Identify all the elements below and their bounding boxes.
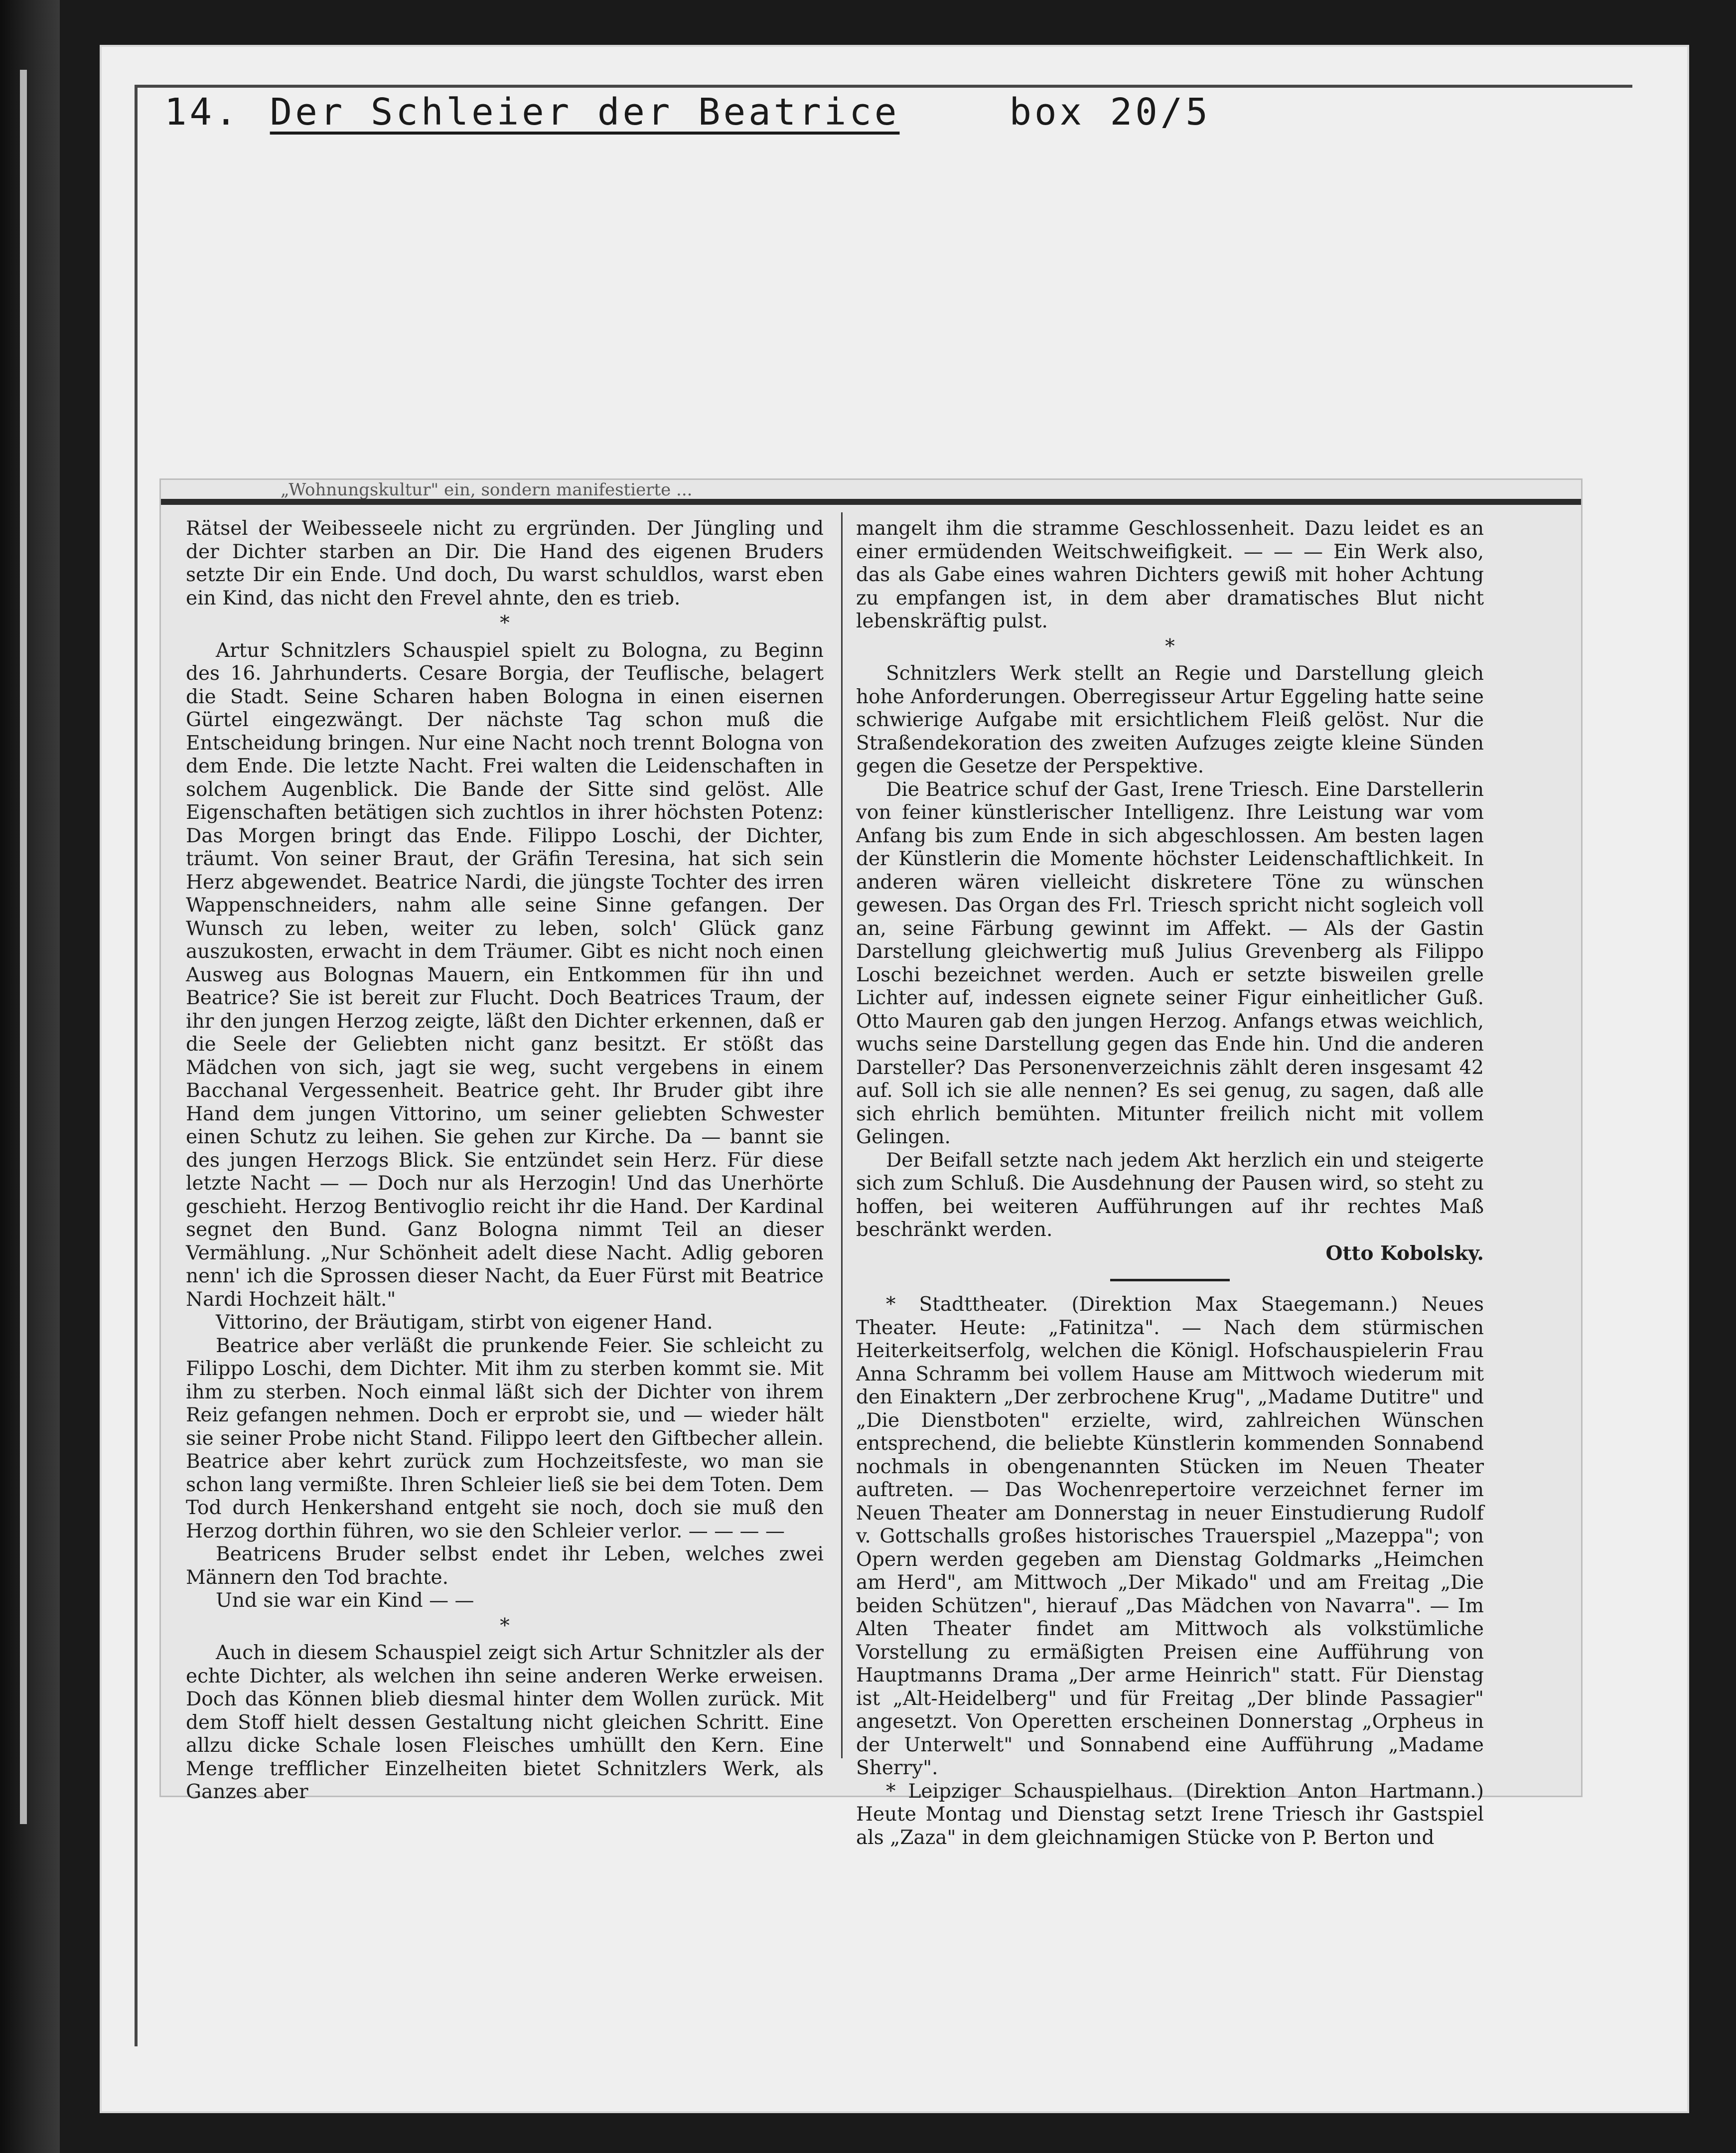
paragraph: Auch in diesem Schauspiel zeigt sich Artur Schnitzler als der echte Dichter, als welchen ihn seine anderen Werke erweisen. Doch das Können blieb diesmal hinter dem Wollen zurück. Mit dem Stoff hielt dessen Gestaltung nicht gleichen Schritt. Eine allzu dicke Schale losen Fleisches umhüllt den Kern. Eine Menge trefflicher Einzelheiten bietet Schnitzlers Werk, als Ganzes aber: [186, 1642, 824, 1803]
section-separator: *: [500, 1614, 510, 1637]
theater-notices: [856, 1293, 1484, 1849]
article-column-2: [856, 517, 1484, 1849]
paragraph: Schnitzlers Werk stellt an Regie und Darstellung gleich hohe Anforderungen. Oberregisseur Artur Eggeling hatte seine schwierige Aufgabe mit ersichtlichem Fleiß gelöst. Nur die Straßendekoration des zweiten Aufzuges zeigte kleine Sünden gegen die Gesetze der Perspektive.: [856, 662, 1484, 777]
paragraph: Vittorino, der Bräutigam, stirbt von eigener Hand.: [216, 1311, 713, 1334]
scan-left-edge: [0, 0, 60, 2153]
notice-stadttheater: * Stadttheater. (Direktion Max Staegemann.) Neues Theater. Heute: „Fatinitza". — Nach dem stürmischen Heiterkeitserfolg, welchen die Königl. Hofschauspielerin Frau Anna Schramm bei vollem Hause am Mittwoch wiederum mit den Einaktern „Der zerbrochene Krug", „Madame Dutitre" und „Die Dienstboten" erzielte, wird, zahlreichen Wünschen entsprechend, die beliebte Künstlerin kommenden Sonnabend nochmals in obengenannten Stücken im Neuen Theater auftreten. — Das Wochenrepertoire verzeichnet ferner im Neuen Theater am Donnerstag in neuer Einstudierung Rudolf v. Gottschalls großes historisches Trauerspiel „Mazeppa"; von Opern werden gegeben am Dienstag Goldmarks „Heimchen am Herd", am Mittwoch „Der Mikado" und am Freitag „Die beiden Schützen", hierauf „Das Mädchen von Navarra". — Im Alten Theater findet am Mittwoch als volkstümliche Vorstellung zu ermäßigten Preisen eine Aufführung von Hauptmanns Drama „Der arme Heinrich" statt. Für Dienstag ist „Alt-Heidelberg" und für Freitag „Der blinde Passagier" angesetzt. Von Operetten erscheinen Donnerstag „Orpheus in der Unterwelt" und Sonnabend eine Aufführung „Madame Sherry".: [856, 1293, 1484, 1779]
paragraph: Beatricens Bruder selbst endet ihr Leben, welches zwei Männern den Tod brachte.: [186, 1543, 824, 1589]
document-title: Der Schleier der Beatrice: [270, 91, 900, 134]
paragraph: Beatrice aber verläßt die prunkende Feier. Sie schleicht zu Filippo Loschi, dem Dichter. Mit ihm zu sterben kommt sie. Mit ihm zu sterben. Noch einmal läßt sich der Dichter von ihrem Reiz gefangen nehmen. Doch er erprobt sie, und — wieder hält sie seiner Probe nicht Stand. Filippo leert den Giftbecher allein. Beatrice aber kehrt zurück zum Hochzeitsfeste, wo man sie schon lang vermißte. Ihren Schleier ließ sie bei dem Toten. Dem Tod durch Henkershand entgeht sie noch, doch sie muß den Herzog dorthin führen, wo sie den Schleier verlor. — — — —: [186, 1334, 824, 1542]
section-separator: *: [1165, 635, 1175, 658]
newspaper-clipping: [159, 478, 1583, 1849]
notice-schauspielhaus: * Leipziger Schauspielhaus. (Direktion Anton Hartmann.) Heute Montag und Dienstag setzt Irene Triesch ihr Gastspiel als „Zaza" in dem gleichnamigen Stücke von P. Berton und: [856, 1780, 1484, 1849]
paragraph: Rätsel der Weibesseele nicht zu ergründen. Der Jüngling und der Dichter starben an Dir. Die Hand des eigenen Bruders setzte Dir ein Ende. Und doch, Du warst schuldlos, warst eben ein Kind, das nicht den Frevel ahnte, den es trieb.: [186, 517, 824, 610]
article-column-1: [186, 517, 824, 1804]
box-label: box 20/5: [1009, 91, 1211, 134]
paragraph: Und sie war ein Kind — —: [216, 1589, 474, 1612]
folder-number: 14.: [164, 91, 240, 134]
clipping-cut-line: „Wohnungskultur" ein, sondern manifestierte ...: [161, 480, 1581, 505]
author-signature: Otto Kobolsky.: [1325, 1241, 1484, 1265]
paragraph: mangelt ihm die stramme Geschlossenheit. Dazu leidet es an einer ermüdenden Weitschweifigkeit. — — — Ein Werk also, das als Gabe eines wahren Dichters gewiß mit hoher Achtung zu empfangen ist, in dem aber dramatisches Blut nicht lebenskräftig pulst.: [856, 517, 1484, 632]
paragraph: Artur Schnitzlers Schauspiel spielt zu Bologna, zu Beginn des 16. Jahrhunderts. Cesare Borgia, der Teuflische, belagert die Stadt. Seine Scharen haben Bologna in einen eisernen Gürtel eingezwängt. Der nächste Tag schon muß die Entscheidung bringen. Nur eine Nacht noch trennt Bologna von dem Ende. Die letzte Nacht. Frei walten die Leidenschaften in solchem Augenblick. Die Bande der Sitte sind gelöst. Alle Eigenschaften betätigen sich zuchtlos in ihrer höchsten Potenz: Das Morgen bringt das Ende. Filippo Loschi, der Dichter, träumt. Von seiner Braut, der Gräfin Teresina, hat sich sein Herz abgewendet. Beatrice Nardi, die jüngste Tochter des irren Wappenschneiders, nahm alle seine Sinne gefangen. Der Wunsch zu leben, weiter zu leben, solch' Glück ganz auszukosten, erwacht in dem Träumer. Gibt es nicht noch einen Ausweg aus Bolognas Mauern, ein Entkommen für ihn und Beatrice? Sie ist bereit zur Flucht. Doch Beatrices Traum, der ihr den jungen Herzog zeigte, läßt den Dichter erkennen, daß er die Seele der Geliebten nicht ganz besitzt. Er stößt das Mädchen von sich, jagt sie weg, sucht vergebens in einem Bacchanal Vergessenheit. Beatrice geht. Ihr Bruder gibt ihre Hand dem jungen Vittorino, um seiner geliebten Schwester einen Schutz zu leihen. Sie gehen zur Kirche. Da — bannt sie des jungen Herzogs Blick. Sie entzündet sein Herz. Für diese letzte Nacht — — Doch nur als Herzogin! Und das Unerhörte geschieht. Herzog Bentivoglio reicht ihr die Hand. Der Kardinal segnet den Bund. Ganz Bologna nimmt Teil an dieser Vermählung. „Nur Schönheit adelt diese Nacht. Adlig geboren nenn' ich die Sprossen dieser Nacht, da Euer Fürst mit Beatrice Nardi Hochzeit hält.": [186, 639, 824, 1311]
section-separator: *: [500, 612, 510, 634]
archive-header: [164, 75, 1211, 150]
paragraph: Die Beatrice schuf der Gast, Irene Triesch. Eine Darstellerin von feiner künstlerischer Intelligenz. Ihre Leistung war vom Anfang bis zum Ende in sich abgeschlossen. Am besten lagen der Künstlerin die Momente höchster Leidenschaftlichkeit. In anderen wären vielleicht diskretere Töne zu wünschen gewesen. Das Organ des Frl. Triesch spricht nicht sogleich voll an, seine Färbung gewinnt im Affekt. — Als der Gastin Darstellung gleichwertig muß Julius Grevenberg als Filippo Loschi bezeichnet werden. Auch er setzte bisweilen grelle Lichter auf, indessen eignete seiner Figur einheitlicher Guß. Otto Mauren gab den jungen Herzog. Anfangs etwas weichlich, wuchs seine Darstellung gegen das Ende hin. Und die anderen Darsteller? Das Personenverzeichnis zählt deren insgesamt 42 auf. Soll ich sie alle nennen? Es sei genug, zu sagen, daß alle sich ehrlich bemühten. Mitunter freilich nicht mit vollem Gelingen.: [856, 778, 1484, 1148]
article-end-rule: [1110, 1279, 1230, 1281]
paragraph: Der Beifall setzte nach jedem Akt herzlich ein und steigerte sich zum Schluß. Die Ausdehnung der Pausen wird, so steht zu hoffen, bei weiteren Aufführungen auf ihr rechtes Maß beschränkt werden.: [856, 1149, 1484, 1241]
column-divider: [841, 512, 843, 1758]
